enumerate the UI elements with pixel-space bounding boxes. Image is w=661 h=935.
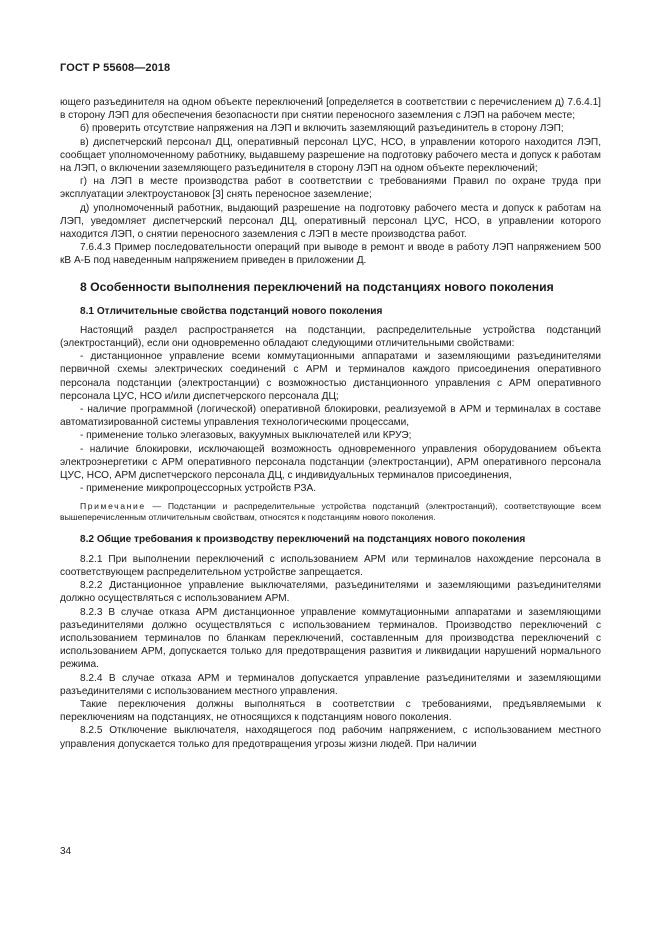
paragraph: д) уполномоченный работник, выдающий разрешение на подготовку рабочего места и допуск к работам на ЛЭП, уведомляет диспетчерский персонал ДЦ, оперативный персонал ЦУС, НСО, в управлении которого находится ЛЭП, о снятии переносного заземления с ЛЭП в месте производства работ. <box>60 202 601 241</box>
paragraph: ющего разъединителя на одном объекте переключений [определяется в соответствии с перечислением д) 7.6.4.1] в сторону ЛЭП для обеспечения безопасности при снятии переносного заземления с ЛЭП на рабочем месте; <box>60 97 601 122</box>
paragraph: Такие переключения должны выполняться в соответствии с требованиями, предъявляемыми к переключениям на подстанциях, не относящихся к подстанциям нового поколения. <box>60 698 601 724</box>
paragraph: Настоящий раздел распространяется на подстанции, распределительные устройства подстанций (электростанций), если они одновременно обладают следующими отличительными свойствами: <box>60 324 601 350</box>
paragraph: 8.2.4 В случае отказа АРМ и терминалов допускается управление разъединителями и заземляющими разъединителями с использованием местного управления. <box>60 672 601 697</box>
note-label: Примечание <box>80 501 146 512</box>
subsection-title: 8.2 Общие требования к производству переключений на подстанциях нового поколения <box>80 534 526 546</box>
paragraph: в) диспетчерский персонал ДЦ, оперативный персонал ЦУС, НСО, в управлении которого находится ЛЭП, сообщает уполномоченному работнику, выдавшему разрешение на подготовку рабочего места и допуск к работам на ЛЭП, о включении заземляющего разъединителя в сторону ЛЭП на одном объекте переключений; <box>60 136 601 175</box>
paragraph: 8.2.3 В случае отказа АРМ дистанционное управление коммутационными аппаратами и заземляющими разъединителями должно осуществляться с использованием терминалов. Производство переключений с использованием терминалов по бланкам переключений, составленным для производства переключений с использованием АРМ, допускается только для предотвращения развития и ликвидации нарушений нормального режима. <box>60 606 601 671</box>
paragraph: 7.6.4.3 Пример последовательности операций при выводе в ремонт и вводе в работу ЛЭП напряжением 500 кВ А-Б под наведенным напряжением приведен в приложении Д. <box>60 242 601 267</box>
paragraph: б) проверить отсутствие напряжения на ЛЭП и включить заземляющий разъединитель в сторону ЛЭП; <box>80 123 564 135</box>
note-text: — Подстанции и распределительные устройства подстанций (электростанций), соответствующие всем вышеперечисленным отличительным свойствам, относятся к подстанциям нового поколения. <box>60 501 601 523</box>
list-item: - применение только элегазовых, вакуумных выключателей или КРУЭ; <box>80 430 412 442</box>
paragraph: 8.2.1 При выполнении переключений с использованием АРМ или терминалов нахождение персонала в соответствующем распределительном устройстве запрещается. <box>60 553 601 578</box>
subsection-title: 8.1 Отличительные свойства подстанций нового поколения <box>80 305 383 317</box>
list-item: - дистанционное управление всеми коммутационными аппаратами и заземляющими разъединителями первичной схемы электрических соединений с АРМ и терминалов каждого присоединения оперативного персонала подстанции (электростанции) с возможностью дистанционного управления с АРМ оперативного персонала ЦУС, НСО и/или диспетчерского персонала ДЦ; <box>60 351 601 402</box>
list-item: - наличие блокировки, исключающей возможность одновременного управления оборудованием объекта электроэнергетики с АРМ оперативного персонала подстанции (электростанции), АРМ оперативного персонала ЦУС, НСО, АРМ диспетчерского персонала ДЦ, с индивидуальных терминалов присоединения, <box>60 443 601 482</box>
page-number: 34 <box>60 846 72 857</box>
paragraph: 8.2.2 Дистанционное управление выключателями, разъединителями и заземляющими разъединителями должно осуществляться с использованием АРМ. <box>60 580 601 605</box>
paragraph: 8.2.5 Отключение выключателя, находящегося под рабочим напряжением, с использованием местного управления допускается только для предотвращения угрозы жизни людей. При наличии <box>60 725 601 750</box>
document-body <box>60 96 601 751</box>
section-title: 8 Особенности выполнения переключений на подстанциях нового поколения <box>80 279 554 294</box>
note <box>60 501 601 523</box>
list-item: - применение микропроцессорных устройств РЗА. <box>80 483 317 495</box>
paragraph: г) на ЛЭП в месте производства работ в соответствии с требованиями Правил по охране труда при эксплуатации электроустановок [3] снять переносное заземление; <box>60 176 601 201</box>
document-code: ГОСТ Р 55608—2018 <box>60 62 171 74</box>
list-item: - наличие программной (логической) оперативной блокировки, реализуемой в АРМ и терминалах в составе автоматизированной системы управления технологическими процессами, <box>60 404 601 429</box>
